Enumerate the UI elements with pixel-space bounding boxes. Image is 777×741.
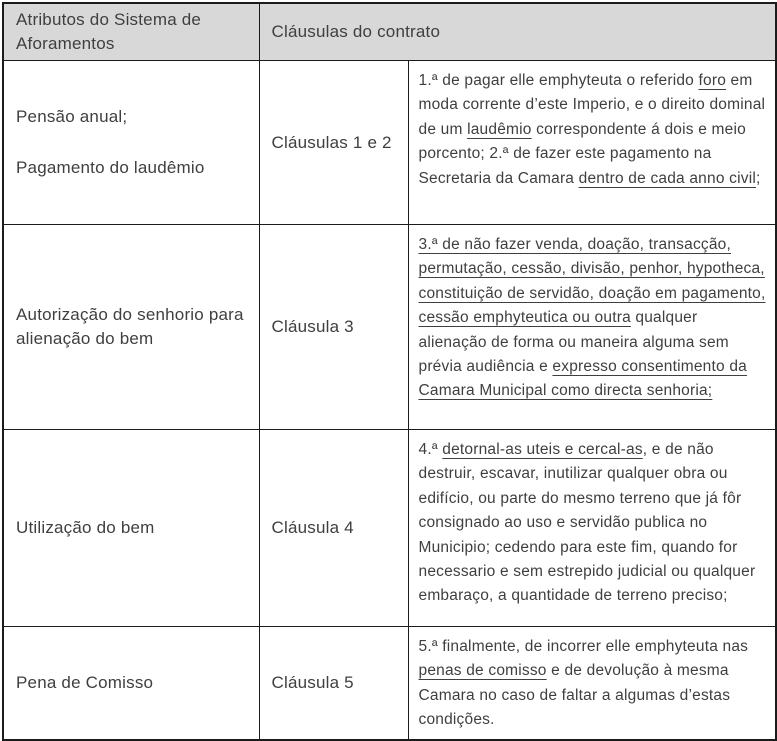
attribute-text: Utilização do bem xyxy=(16,518,155,537)
table-row xyxy=(3,61,776,225)
header-clauses-cell xyxy=(259,3,776,61)
description-cell xyxy=(408,225,776,430)
clause-label: Cláusula 4 xyxy=(271,518,354,537)
description-text: 4.ª detornal-as uteis e cercal-as, e de não destruir, escavar, inutilizar qualquer obra ou edifício, ou parte do mesmo terreno que já fôr consignado ao uso e servidão publica no Municipio; cedendo para este fim, quando for necessario e sem estrepido judicial ou qualquer embaraço, a quantidade de terreno preciso; xyxy=(418,441,756,605)
clause-cell xyxy=(259,225,408,430)
attribute-text: Pensão anual; Pagamento do laudêmio xyxy=(16,107,205,177)
clause-label: Cláusulas 1 e 2 xyxy=(271,132,392,152)
clause-label: Cláusula 3 xyxy=(271,317,354,336)
table-row xyxy=(3,430,776,627)
table-row xyxy=(3,627,776,740)
header-row xyxy=(3,3,776,61)
attribute-cell xyxy=(3,627,259,740)
description-text: 3.ª de não fazer venda, doação, transacção, permutação, cessão, divisão, penhor, hypotheca, constituição de servidão, doação em pagamento, cessão emphyteutica ou outra qualquer alienação de forma ou maneira alguma sem prévia audiência e expresso consentimento da Camara Municipal como directa senhoria; xyxy=(418,236,766,400)
clause-cell xyxy=(259,61,408,225)
description-cell xyxy=(408,430,776,627)
aforamentos-clauses-table xyxy=(2,2,777,741)
header-attributes-label: Atributos do Sistema de Aforamentos xyxy=(16,10,202,53)
header-clauses-label: Cláusulas do contrato xyxy=(271,22,441,41)
attribute-cell xyxy=(3,430,259,627)
attribute-text: Autorização do senhorio para alienação do bem xyxy=(16,305,244,348)
attribute-text: Pena de Comisso xyxy=(16,672,154,692)
description-cell xyxy=(408,627,776,740)
description-text: 5.ª finalmente, de incorrer elle emphyteuta nas penas de comisso e de devolução à mesma Camara no caso de faltar a algumas d’estas condições. xyxy=(418,638,749,729)
description-text: 1.ª de pagar elle emphyteuta o referido foro em moda corrente d’este Imperio, e o direito dominal de um laudêmio correspondente á dois e meio porcento; 2.ª de fazer este pagamento na Secretaria da Camara dentro de cada anno civil; xyxy=(418,72,766,187)
table-row xyxy=(3,225,776,430)
attribute-cell xyxy=(3,61,259,225)
clause-cell xyxy=(259,627,408,740)
clause-label: Cláusula 5 xyxy=(271,672,354,692)
header-attributes-cell xyxy=(3,3,259,61)
description-cell xyxy=(408,61,776,225)
clause-cell xyxy=(259,430,408,627)
attribute-cell xyxy=(3,225,259,430)
